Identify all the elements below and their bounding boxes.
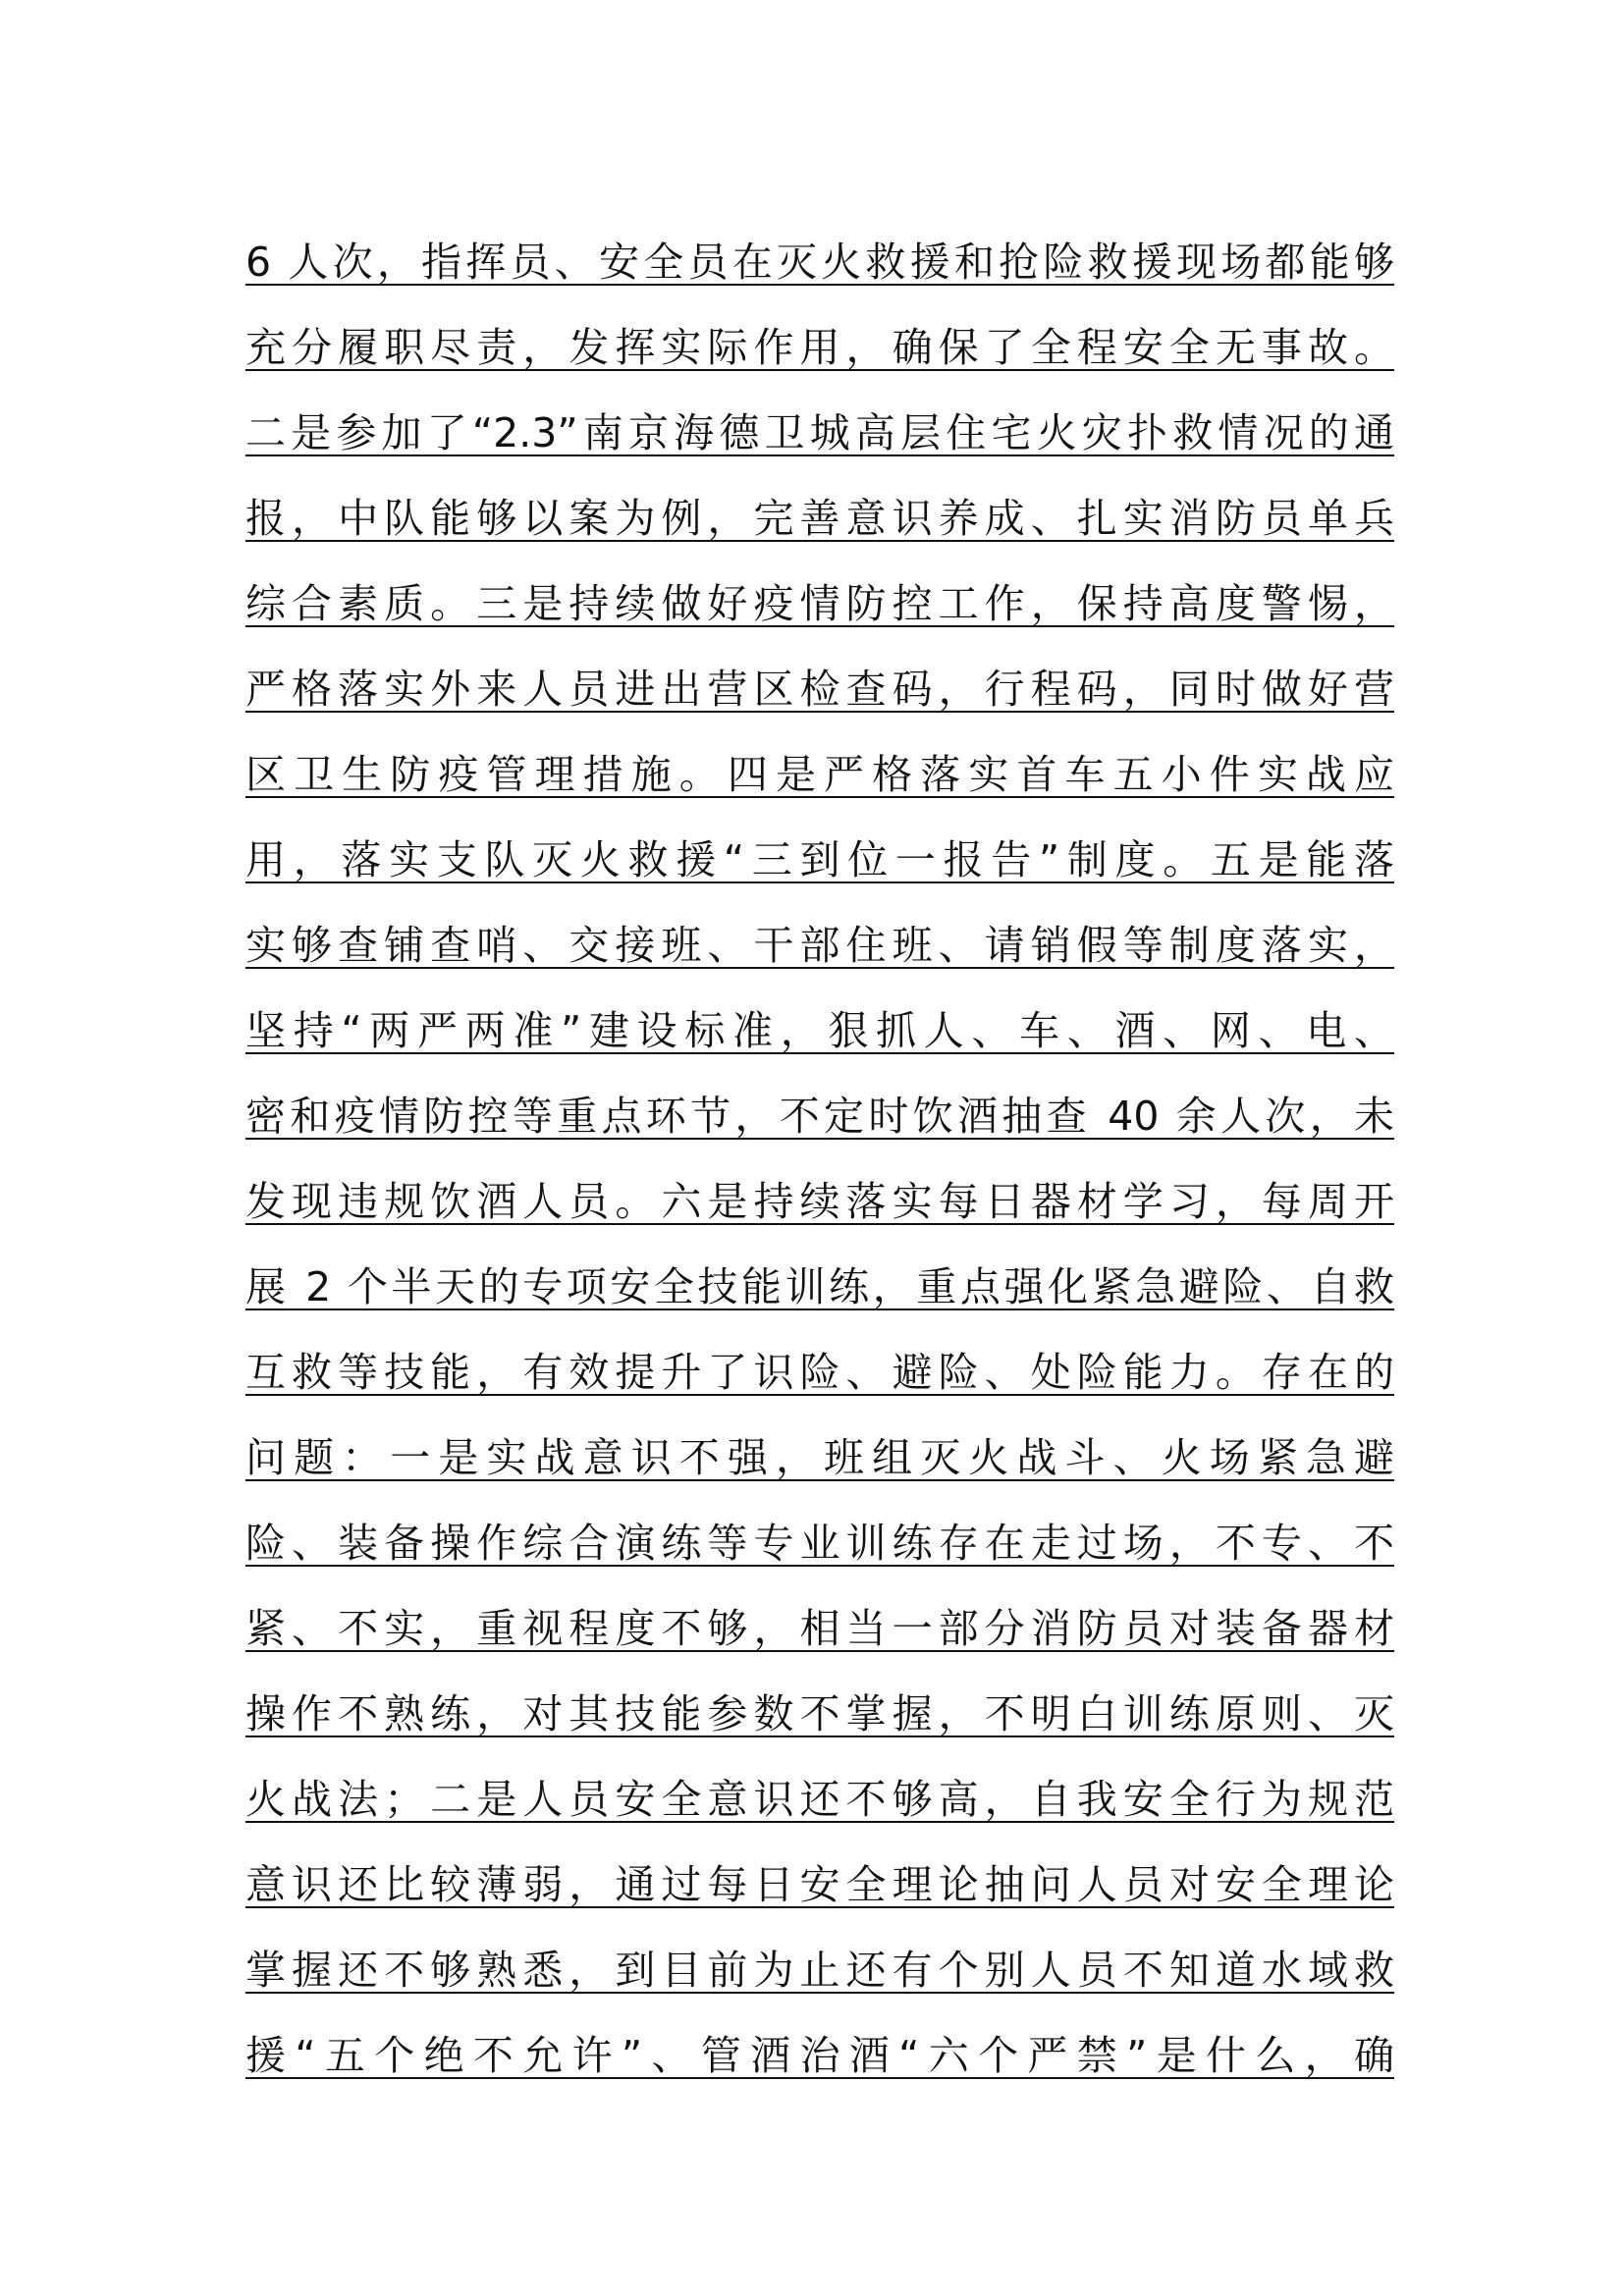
text-line: 展 2 个半天的专项安全技能训练，重点强化紧急避险、自救	[245, 1263, 1394, 1310]
text-line: 互救等技能，有效提升了识险、避险、处险能力。存在的	[245, 1349, 1394, 1396]
text-line: 操作不熟练，对其技能参数不掌握，不明白训练原则、灭	[245, 1690, 1394, 1737]
text-line: 问题：一是实战意识不强，班组灭火战斗、火场紧急避	[245, 1434, 1394, 1481]
text-line: 紧、不实，重视程度不够，相当一部分消防员对装备器材	[245, 1605, 1394, 1652]
text-line: 严格落实外来人员进出营区检查码，行程码，同时做好营	[245, 666, 1394, 713]
text-line: 掌握还不够熟悉，到目前为止还有个别人员不知道水域救	[245, 1947, 1394, 1994]
text-line: 实够查铺查哨、交接班、干部住班、请销假等制度落实，	[245, 922, 1394, 969]
text-line: 火战法；二是人员安全意识还不够高，自我安全行为规范	[245, 1776, 1394, 1823]
text-line: 密和疫情防控等重点环节，不定时饮酒抽查 40 余人次，未	[245, 1093, 1394, 1140]
text-line: 用，落实支队灭火救援“三到位一报告”制度。五是能落	[245, 836, 1394, 883]
text-line: 二是参加了“2.3”南京海德卫城高层住宅火灾扑救情况的通	[245, 409, 1394, 456]
text-line: 充分履职尽责，发挥实际作用，确保了全程安全无事故。	[245, 324, 1394, 371]
text-line: 综合素质。三是持续做好疫情防控工作，保持高度警惕，	[245, 580, 1394, 627]
text-line: 发现违规饮酒人员。六是持续落实每日器材学习，每周开	[245, 1178, 1394, 1225]
text-line: 报，中队能够以案为例，完善意识养成、扎实消防员单兵	[245, 495, 1394, 542]
text-line: 援“五个绝不允许”、管酒治酒“六个严禁”是什么，确	[245, 2032, 1394, 2079]
text-line: 意识还比较薄弱，通过每日安全理论抽问人员对安全理论	[245, 1861, 1394, 1908]
text-line: 区卫生防疫管理措施。四是严格落实首车五小件实战应	[245, 751, 1394, 798]
text-line: 险、装备操作综合演练等专业训练存在走过场，不专、不	[245, 1520, 1394, 1567]
text-line: 6 人次，指挥员、安全员在灭火救援和抢险救援现场都能够	[245, 239, 1394, 286]
text-line: 坚持“两严两准”建设标准，狠抓人、车、酒、网、电、	[245, 1007, 1394, 1054]
